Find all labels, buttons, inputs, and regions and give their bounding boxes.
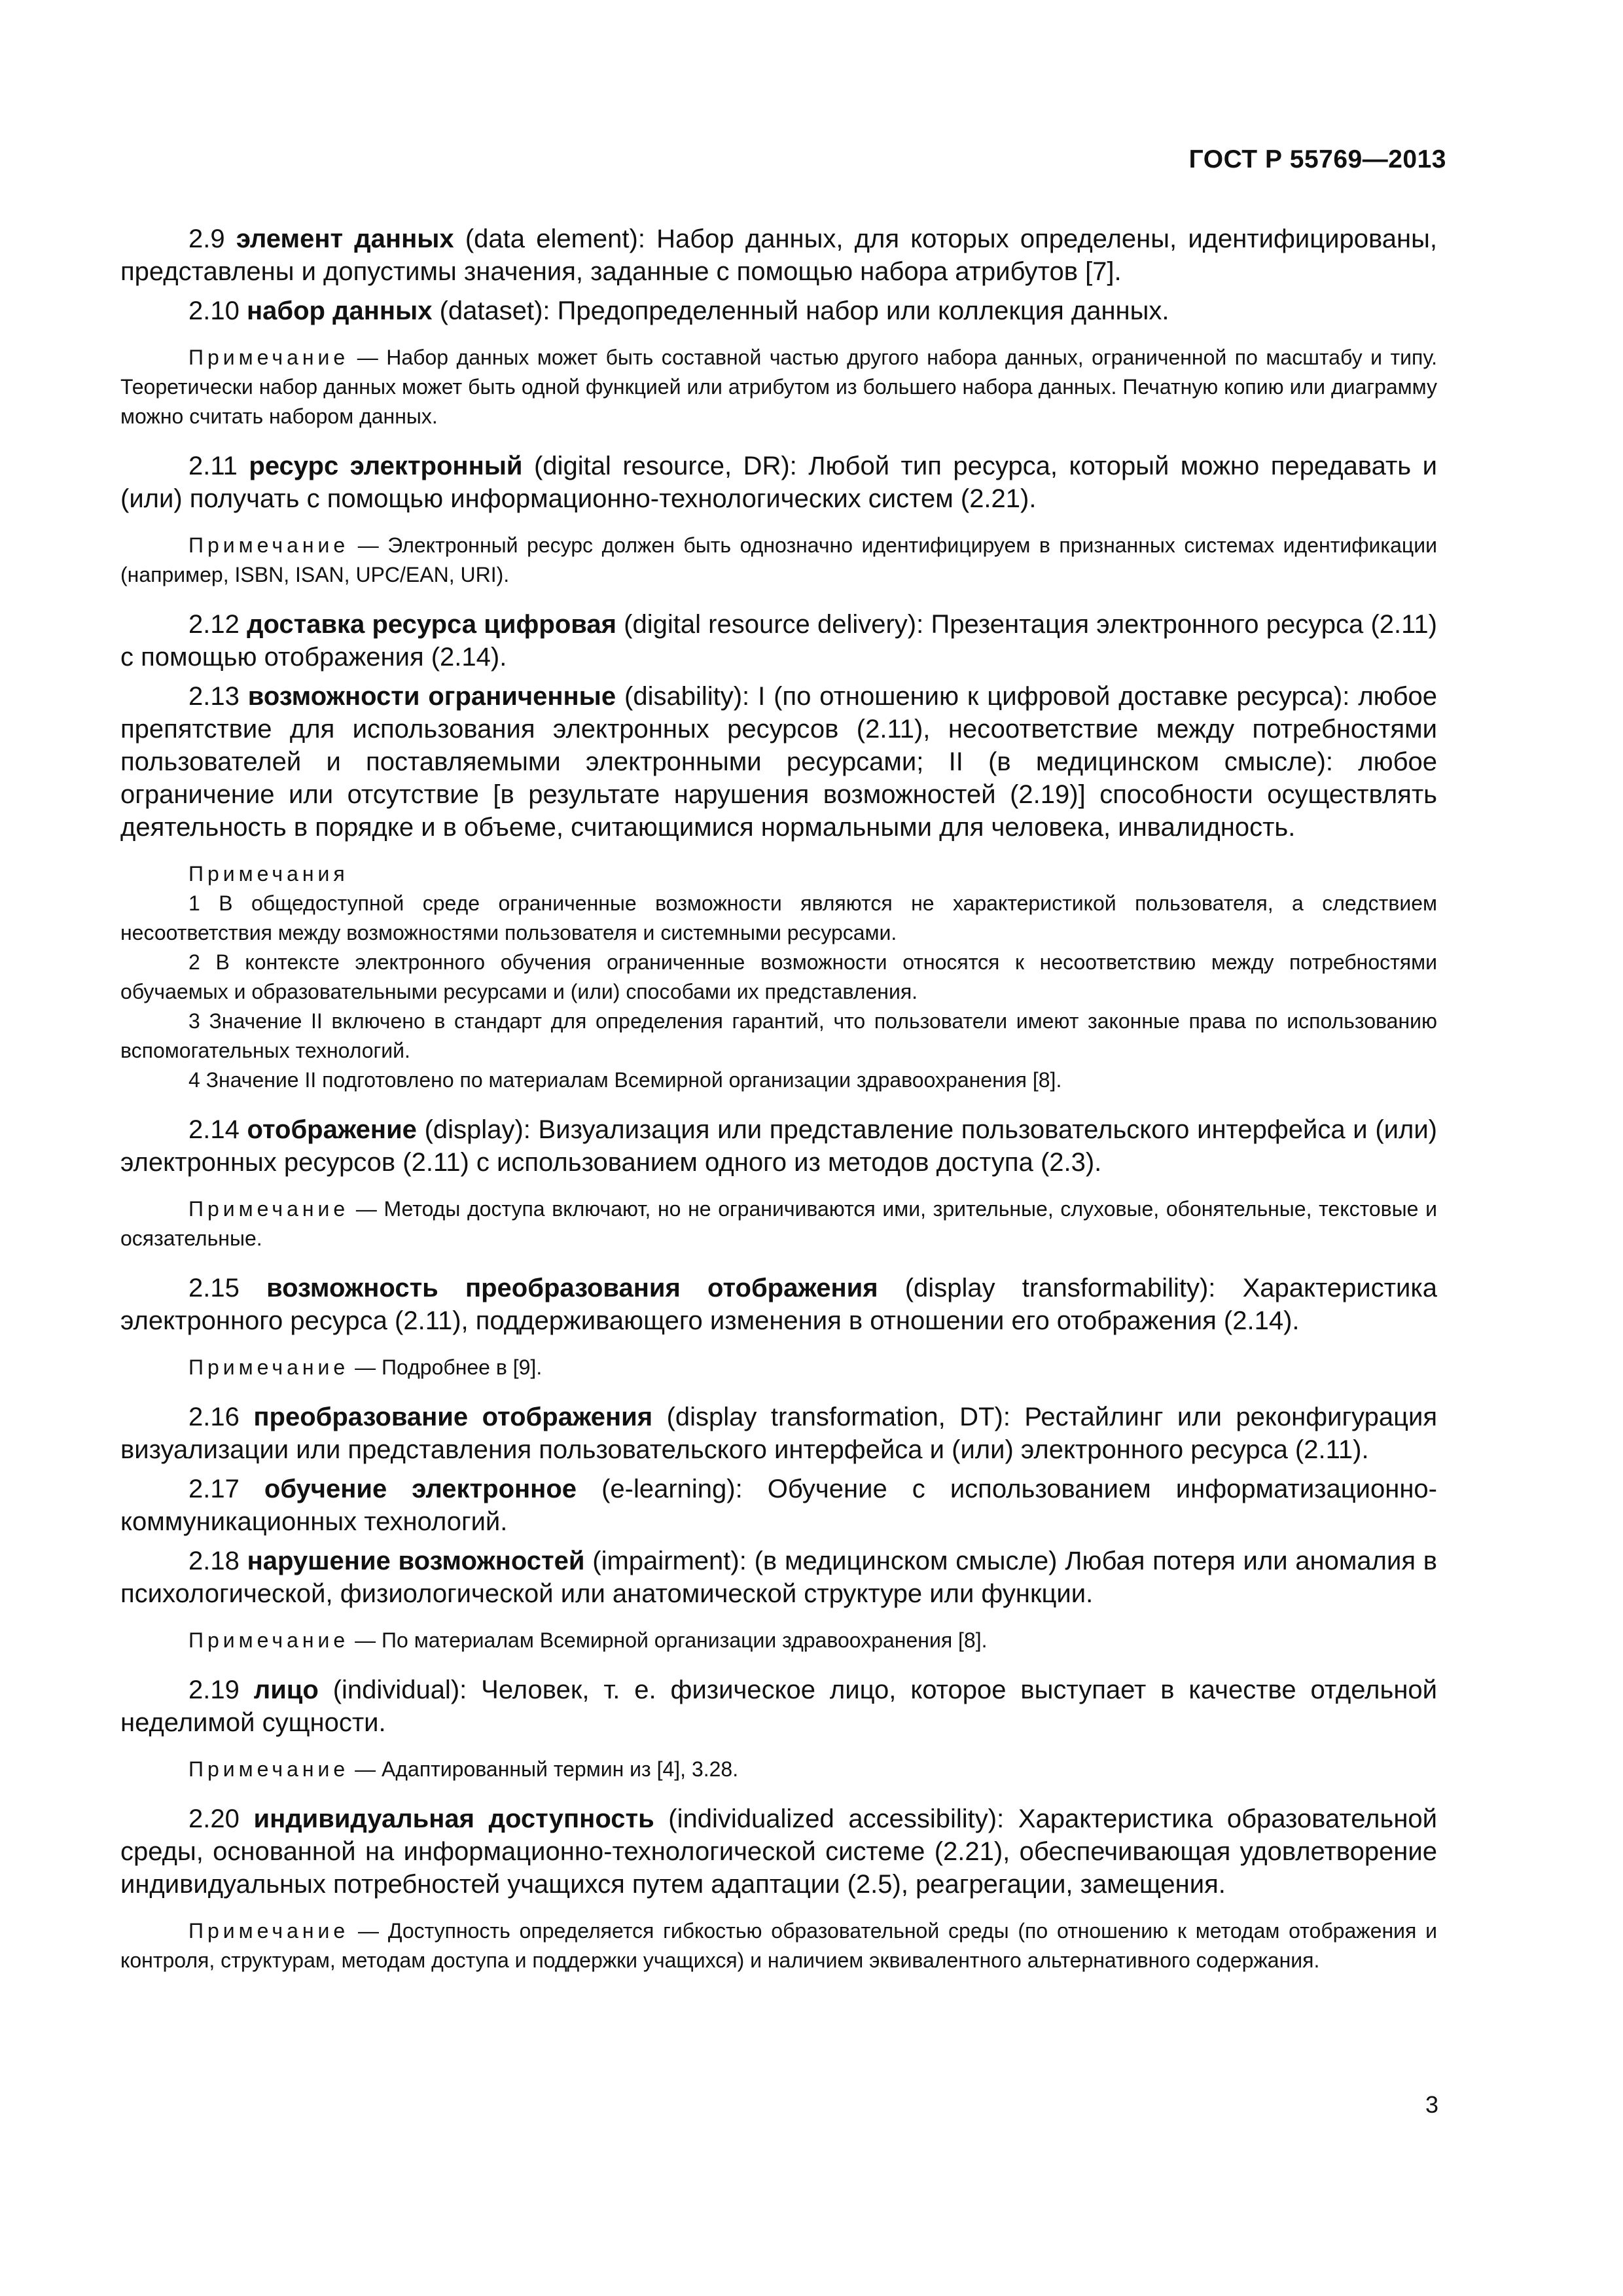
term-definition: (display transformability): Характеристика электронного ресурса (2.11), поддерживающего изменения в отношении его отображения (2.14). xyxy=(120,1274,1437,1335)
notes-label: Примечания xyxy=(188,862,349,886)
term-number: 2.16 xyxy=(188,1403,240,1431)
term-note xyxy=(120,1916,1437,1975)
term-note xyxy=(120,531,1437,590)
term-number: 2.14 xyxy=(188,1115,240,1144)
term-note xyxy=(120,1626,1437,1655)
note-dash: — xyxy=(349,1197,384,1221)
note-text: Адаптированный термин из [4], 3.28. xyxy=(382,1757,739,1781)
note-text: Доступность определяется гибкостью образовательной среды (по отношению к методам отображения и контроля, структурам, методам доступа и поддержки учащихся) и наличием эквивалентного альтернативного содержания. xyxy=(120,1919,1438,1972)
term-title: лицо xyxy=(253,1676,319,1704)
term-definition: (digital resource delivery): Презентация электронного ресурса (2.11) с помощью отображения (2.14). xyxy=(120,610,1437,672)
term-title: возможности ограниченные xyxy=(247,682,616,711)
page-number: 3 xyxy=(1425,2091,1438,2118)
term-definition: (dataset): Предопределенный набор или коллекция данных. xyxy=(432,296,1169,325)
term-entry xyxy=(120,1545,1437,1610)
term-title: возможность преобразования отображения xyxy=(266,1274,878,1302)
term-note xyxy=(120,1353,1437,1382)
note-text: Набор данных может быть составной частью другого набора данных, ограниченной по масштабу и типу. Теоретически набор данных может быть одной функцией или атрибутом из большего набора данных. Печатную копию или диаграмму можно считать набором данных. xyxy=(120,346,1437,428)
term-definition: (impairment): (в медицинском смысле) Любая потеря или аномалия в психологической, физиологической или анатомической структуре или функции. xyxy=(120,1547,1437,1608)
term-entry xyxy=(120,295,1437,327)
term-definition: (individualized accessibility): Характеристика образовательной среды, основанной на информационно-технологической системе (2.21), обеспечивающая удовлетворение индивидуальных потребностей учащихся путем адаптации (2.5), реагрегации, замещения. xyxy=(120,1804,1437,1899)
term-note xyxy=(120,343,1437,431)
term-number: 2.10 xyxy=(188,296,240,325)
term-entry xyxy=(120,1674,1437,1739)
note-label: Примечание xyxy=(188,1919,349,1943)
term-entry xyxy=(120,1272,1437,1337)
term-number: 2.20 xyxy=(188,1804,240,1833)
note-label: Примечание xyxy=(188,533,349,557)
term-number: 2.18 xyxy=(188,1547,240,1575)
term-definition: (digital resource, DR): Любой тип ресурса, который можно передавать и (или) получать с помощью информационно-технологических систем (2.21). xyxy=(120,452,1437,513)
term-definition: (individual): Человек, т. е. физическое лицо, которое выступает в качестве отдельной неделимой сущности. xyxy=(120,1676,1437,1737)
term-number: 2.9 xyxy=(188,224,225,253)
term-entry xyxy=(120,1473,1437,1538)
note-label: Примечание xyxy=(188,1757,349,1781)
term-number: 2.17 xyxy=(188,1475,240,1503)
note-item: 2 В контексте электронного обучения ограниченные возможности относятся к несоответствию между потребностями обучаемых и образовательными ресурсами и (или) способами их представления. xyxy=(120,950,1437,1003)
note-item: 1 В общедоступной среде ограниченные возможности являются не характеристикой пользователя, а следствием несоответствия между возможностями пользователя и системными ресурсами. xyxy=(120,891,1437,944)
term-title: нарушение возможностей xyxy=(247,1547,585,1575)
note-dash: — xyxy=(349,533,388,557)
note-text: По материалам Всемирной организации здравоохранения [8]. xyxy=(382,1628,988,1652)
note-label: Примечание xyxy=(188,1355,349,1379)
note-text: Методы доступа включают, но не ограничиваются ими, зрительные, слуховые, обонятельные, текстовые и осязательные. xyxy=(120,1197,1438,1250)
term-definition: (disability): I (по отношению к цифровой доставке ресурса): любое препятствие для использования электронных ресурсов (2.11), несоответствие между потребностями пользователей и поставляемыми электронными ресурсами; II (в медицинском смысле): любое ограничение или отсутствие [в результате нарушения возможностей (2.19)] способности осуществлять деятельность в порядке и в объеме, считающимися нормальными для человека, инвалидность. xyxy=(120,682,1437,842)
note-dash: — xyxy=(349,346,387,369)
term-note xyxy=(120,1194,1437,1253)
term-title: индивидуальная доступность xyxy=(253,1804,654,1833)
note-dash: — xyxy=(349,1355,382,1379)
term-entry xyxy=(120,680,1437,844)
term-definition: (data element): Набор данных, для которых определены, идентифицированы, представлены и допустимы значения, заданные с помощью набора атрибутов [7]. xyxy=(120,224,1438,286)
term-definition: (e-learning): Обучение с использованием информатизационно-коммуникационных технологий. xyxy=(120,1475,1437,1536)
term-number: 2.19 xyxy=(188,1676,240,1704)
note-text: Электронный ресурс должен быть однозначно идентифицируем в признанных системах идентификации (например, ISBN, ISAN, UPC/EAN, URI). xyxy=(120,533,1438,586)
term-title: набор данных xyxy=(246,296,433,325)
term-title: ресурс электронный xyxy=(249,452,523,480)
term-note xyxy=(120,1755,1437,1784)
term-entry xyxy=(120,450,1437,515)
note-label: Примечание xyxy=(188,1197,349,1221)
term-definition: (display): Визуализация или представление пользовательского интерфейса и (или) электронных ресурсов (2.11) с использованием одного из методов доступа (2.3). xyxy=(120,1115,1437,1177)
term-entry xyxy=(120,223,1437,288)
term-entry xyxy=(120,1803,1437,1901)
term-title: обучение электронное xyxy=(264,1475,577,1503)
note-label: Примечание xyxy=(188,1628,349,1652)
term-entry xyxy=(120,1401,1437,1466)
term-number: 2.11 xyxy=(188,452,238,480)
term-definition: (display transformation, DT): Рестайлинг или реконфигурация визуализации или представления пользовательского интерфейса и (или) электронного ресурса (2.11). xyxy=(120,1403,1437,1464)
term-entry xyxy=(120,1113,1437,1179)
term-notes xyxy=(120,859,1437,1095)
term-title: элемент данных xyxy=(236,224,454,253)
term-number: 2.13 xyxy=(188,682,240,711)
note-text: Подробнее в [9]. xyxy=(382,1355,543,1379)
term-title: доставка ресурса цифровая xyxy=(247,610,616,639)
note-label: Примечание xyxy=(188,346,349,369)
document-body xyxy=(120,223,1437,1994)
term-number: 2.12 xyxy=(188,610,240,639)
note-dash: — xyxy=(349,1919,388,1943)
term-title: отображение xyxy=(247,1115,417,1144)
note-dash: — xyxy=(349,1757,382,1781)
term-number: 2.15 xyxy=(188,1274,240,1302)
term-entry xyxy=(120,608,1437,673)
note-item: 3 Значение II включено в стандарт для определения гарантий, что пользователи имеют законные права по использованию вспомогательных технологий. xyxy=(120,1009,1437,1062)
note-item: 4 Значение II подготовлено по материалам Всемирной организации здравоохранения [8]. xyxy=(188,1068,1062,1092)
document-code: ГОСТ Р 55769—2013 xyxy=(1188,145,1446,173)
term-title: преобразование отображения xyxy=(253,1403,653,1431)
note-dash: — xyxy=(349,1628,382,1652)
